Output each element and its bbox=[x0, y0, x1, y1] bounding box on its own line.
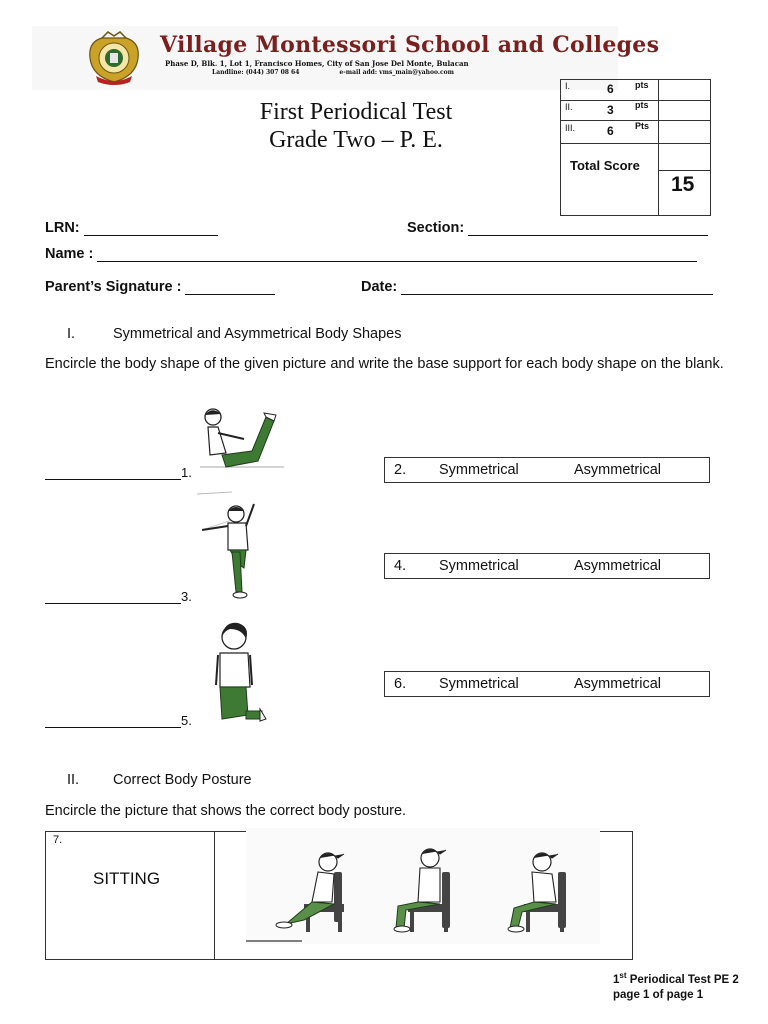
choice-asymmetrical-4[interactable]: Asymmetrical bbox=[574, 558, 662, 574]
choice-symmetrical-4[interactable]: Symmetrical bbox=[439, 558, 519, 574]
score-unit-1: pts bbox=[635, 80, 649, 90]
item-number-3: 3. bbox=[181, 589, 192, 604]
posture-label-sitting: SITTING bbox=[93, 869, 161, 888]
choice-box-4 bbox=[384, 553, 710, 579]
footer-page-count: page 1 of page 1 bbox=[613, 988, 704, 1001]
total-score-value: 15 bbox=[671, 173, 695, 196]
school-name: Village Montessori School and Colleges bbox=[160, 32, 660, 58]
school-address: Phase D, Blk. 1, Lot 1, Francisco Homes, City of San Jose Del Monte, Bulacan bbox=[165, 59, 469, 68]
score-points-3: 6 bbox=[607, 124, 614, 138]
lrn-label: LRN: bbox=[45, 220, 80, 236]
part1-instruction: Encircle the body shape of the given picture and write the base support for each body shape on the blank. bbox=[45, 356, 724, 372]
choice-symmetrical-6[interactable]: Symmetrical bbox=[439, 676, 519, 692]
item-number-1: 1. bbox=[181, 465, 192, 480]
section-blank[interactable] bbox=[468, 221, 708, 236]
parent-signature-field[interactable] bbox=[45, 279, 275, 295]
part2-number: II. bbox=[67, 772, 80, 788]
score-points-2: 3 bbox=[607, 103, 614, 117]
choice-asymmetrical-6[interactable]: Asymmetrical bbox=[574, 676, 662, 692]
parent-signature-label: Parent’s Signature : bbox=[45, 279, 182, 295]
school-logo-icon bbox=[84, 30, 144, 86]
score-unit-3: Pts bbox=[635, 121, 650, 131]
part2-title: Correct Body Posture bbox=[113, 772, 252, 788]
choice-box-6 bbox=[384, 671, 710, 697]
lrn-field[interactable] bbox=[45, 220, 218, 236]
page-footer bbox=[613, 968, 739, 1003]
choice-box-2 bbox=[384, 457, 710, 483]
score-part-1: I. bbox=[565, 81, 571, 91]
name-label: Name : bbox=[45, 246, 94, 262]
answer-blank-5[interactable] bbox=[45, 727, 181, 728]
section-label: Section: bbox=[407, 220, 465, 236]
choice-number-4: 4. bbox=[394, 558, 407, 574]
part1-number: I. bbox=[67, 326, 76, 342]
date-blank[interactable] bbox=[401, 280, 713, 295]
lrn-blank[interactable] bbox=[84, 221, 218, 236]
total-score-label: Total Score bbox=[570, 158, 640, 173]
sitting-posture-pictures bbox=[246, 828, 600, 944]
item-number-7: 7. bbox=[53, 834, 63, 846]
score-unit-2: pts bbox=[635, 100, 649, 110]
part2-instruction: Encircle the picture that shows the correct body posture. bbox=[45, 803, 407, 819]
score-table bbox=[560, 79, 711, 216]
name-field[interactable] bbox=[45, 246, 697, 262]
email: e-mail add: vms_main@yahoo.com bbox=[339, 69, 454, 76]
date-field[interactable] bbox=[361, 279, 713, 295]
answer-blank-1[interactable] bbox=[45, 479, 181, 480]
one-leg-stand-figure-picture bbox=[192, 490, 272, 602]
score-part-2: II. bbox=[565, 102, 573, 112]
score-part-3: III. bbox=[565, 123, 576, 133]
name-blank[interactable] bbox=[97, 247, 697, 262]
kneeling-figure-picture bbox=[196, 615, 276, 725]
footer-test-name: 1st Periodical Test PE 2 bbox=[613, 971, 739, 986]
v-sit-figure-picture bbox=[196, 403, 288, 477]
section-field[interactable] bbox=[407, 220, 708, 236]
test-title: First Periodical Test bbox=[259, 99, 453, 125]
choice-number-2: 2. bbox=[394, 462, 407, 478]
choice-asymmetrical-2[interactable]: Asymmetrical bbox=[574, 462, 662, 478]
parent-signature-blank[interactable] bbox=[185, 280, 275, 295]
choice-number-6: 6. bbox=[394, 676, 407, 692]
choice-symmetrical-2[interactable]: Symmetrical bbox=[439, 462, 519, 478]
answer-blank-3[interactable] bbox=[45, 603, 181, 604]
item-number-5: 5. bbox=[181, 713, 192, 728]
score-points-1: 6 bbox=[607, 82, 614, 96]
part1-title: Symmetrical and Asymmetrical Body Shapes bbox=[113, 326, 402, 342]
school-contact bbox=[212, 69, 454, 76]
date-label: Date: bbox=[361, 279, 398, 295]
landline: Landline: (044) 307 08 64 bbox=[212, 69, 300, 76]
grade-subject: Grade Two – P. E. bbox=[269, 127, 443, 153]
